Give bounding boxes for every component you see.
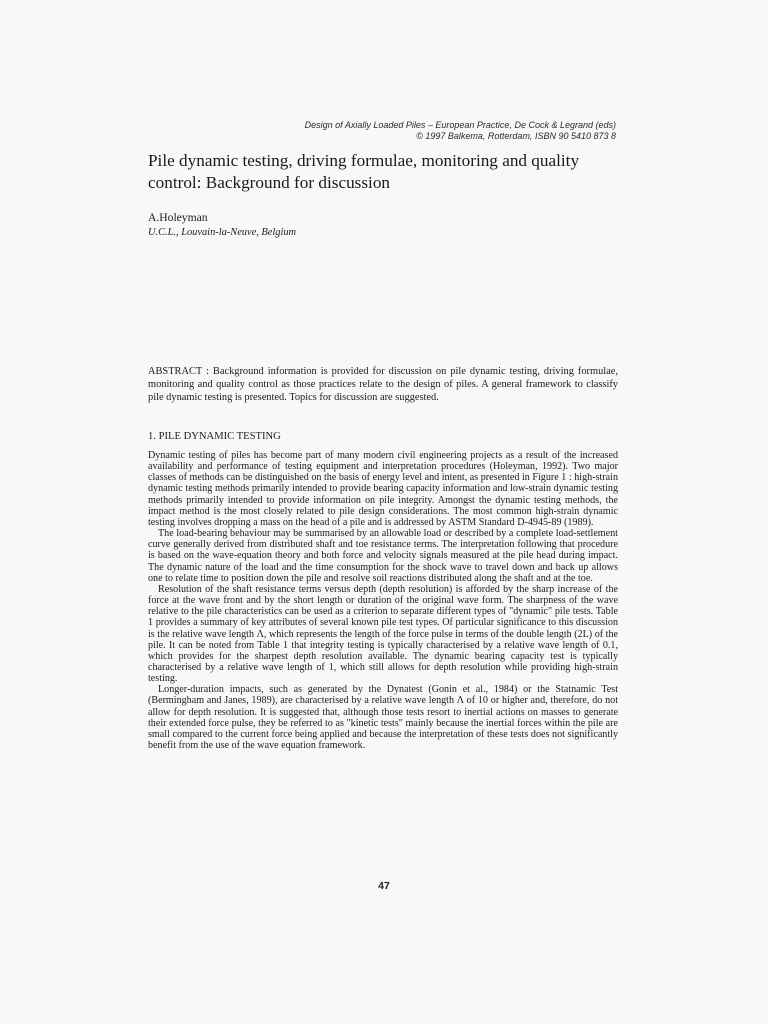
author-name: A.Holeyman <box>148 211 208 224</box>
running-header <box>196 120 616 142</box>
paragraph-2: The load-bearing behaviour may be summarised by an allowable load or described by a complete load-settlement curve generally derived from distributed shaft and toe resistance terms. The interpretation following that procedure is based on the wave-equation theory and both force and velocity signals measured at the pile head during impact. The dynamic nature of the load and the time consumption for the shock wave to travel down and back up allows one to relate time to position down the pile and resolve soil reactions distributed along the shaft and at the toe. <box>148 528 618 584</box>
paragraph-3: Resolution of the shaft resistance terms versus depth (depth resolution) is afforded by the sharp increase of the force at the wave front and by the short length or duration of the original wave form. The sharpness of the wave relative to the pile characteristics can be used as a criterion to separate different types of "dynamic" pile tests. Table 1 provides a summary of key attributes of several known pile test types. Of particular significance to this discussion is the relative wave length Λ, which represents the length of the force pulse in terms of the double length (2L) of the pile. It can be noted from Table 1 that integrity testing is typically characterised by a relative wave length of 0.1, which provides for the sharpest depth resolution available. The dynamic bearing capacity test is typically characterised by a relative wave length of 1, which still allows for depth resolution while providing high-strain testing. <box>148 583 618 685</box>
page-number: 47 <box>378 880 390 892</box>
paper-title: Pile dynamic testing, driving formulae, monitoring and quality control: Background for discussion <box>148 151 580 192</box>
header-citation: Design of Axially Loaded Piles – European Practice, De Cock & Legrand (eds) <box>304 120 616 130</box>
paragraph-4: Longer-duration impacts, such as generated by the Dynatest (Gonin et al., 1984) or the Statnamic Test (Bermingham and Janes, 1989), are characterised by a relative wave length Λ of 10 or higher and, therefore, do not allow for depth resolution. It is suggested that, although those tests resort to inertial actions on masses to generate their extended force pulse, they be referred to as "kinetic tests" mainly because the inertial forces within the pile are small compared to the current force being applied and because the interpretation of these tests does not significantly benefit from the use of the wave equation framework. <box>148 684 618 752</box>
abstract: ABSTRACT : Background information is provided for discussion on pile dynamic testing, driving formulae, monitoring and quality control as those practices relate to the design of piles. A general framework to classify pile dynamic testing is presented. Topics for discussion are suggested. <box>148 366 618 404</box>
section-heading: 1. PILE DYNAMIC TESTING <box>148 431 281 442</box>
section-body <box>148 450 618 751</box>
author-affiliation: U.C.L., Louvain-la-Neuve, Belgium <box>148 227 297 238</box>
header-copyright: © 1997 Balkema, Rotterdam, ISBN 90 5410 873 8 <box>416 131 616 141</box>
paragraph-1: Dynamic testing of piles has become part of many modern civil engineering projects as a result of the increased availability and performance of testing equipment and interpretation procedures (Holeyman, 1992). Two major classes of methods can be distinguished on the basis of energy level and intent, as presented in Figure 1 : high-strain dynamic testing methods primarily intended to provide bearing capacity information and low-strain dynamic testing methods primarily intended to provide information on pile integrity. Amongst the dynamic testing methods, the impact method is the most closely related to pile design considerations. The most common high-strain dynamic testing involves dropping a mass on the head of a pile and is addressed by ASTM Standard D-4945-89 (1989). <box>148 450 618 528</box>
